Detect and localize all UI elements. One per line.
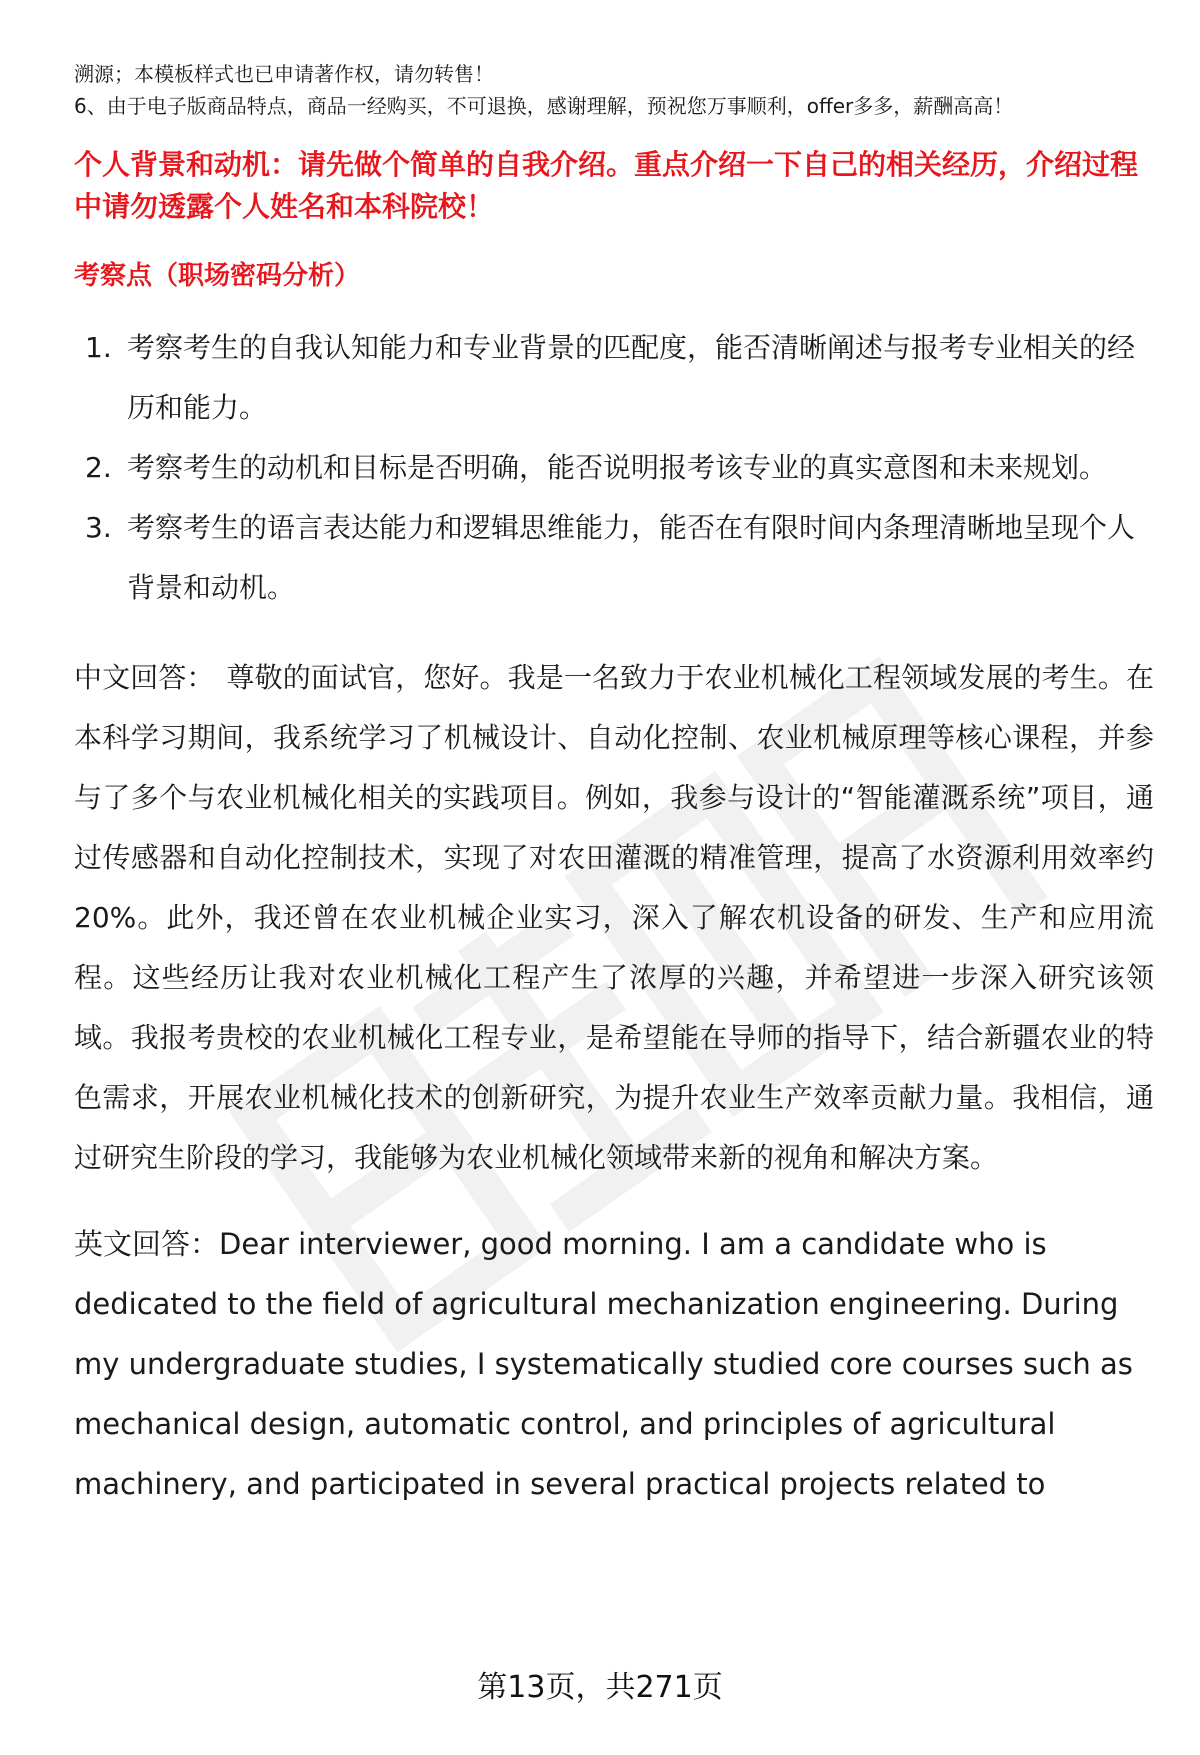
analysis-item-text: 考察考生的动机和目标是否明确，能否说明报考该专业的真实意图和未来规划。 [127,451,1108,484]
english-answer-text: Dear interviewer, good morning. I am a candidate who is dedicated to the field of agricultural mechanization engineering. During my undergraduate studies, I systematically studied core courses such as mechanical design, automatic control, and principles of agricultural machinery, and participated in several practical projects related to [74,1227,1133,1501]
chinese-answer [74,648,1154,1188]
analysis-heading: 考察点（职场密码分析） [74,261,361,291]
analysis-item-text: 考察考生的语言表达能力和逻辑思维能力，能否在有限时间内条理清晰地呈现个人背景和动机。 [127,511,1136,604]
analysis-item [74,498,1150,618]
question-heading: 个人背景和动机：请先做个简单的自我介绍。重点介绍一下自己的相关经历，介绍过程中请勿透露个人姓名和本科院校！ [74,148,1139,223]
page-number: 第13页，共271页 [477,1670,723,1705]
chinese-answer-text: 尊敬的面试官，您好。我是一名致力于农业机械化工程领域发展的考生。在本科学习期间，我系统学习了机械设计、自动化控制、农业机械原理等核心课程，并参与了多个与农业机械化相关的实践项目。例如，我参与设计的“智能灌溉系统”项目，通过传感器和自动化控制技术，实现了对农田灌溉的精准管理，提高了水资源利用效率约20%。此外，我还曾在农业机械企业实习，深入了解农机设备的研发、生产和应用流程。这些经历让我对农业机械化工程产生了浓厚的兴趣，并希望进一步深入研究该领域。我报考贵校的农业机械化工程专业，是希望能在导师的指导下，结合新疆农业的特色需求，开展农业机械化技术的创新研究，为提升农业生产效率贡献力量。我相信，通过研究生阶段的学习，我能够为农业机械化领域带来新的视角和解决方案。 [74,661,1154,1174]
analysis-list [74,318,1154,618]
analysis-item-number: 3. [85,511,112,544]
analysis-item-text: 考察考生的自我认知能力和专业背景的匹配度，能否清晰阐述与报考专业相关的经历和能力。 [127,331,1136,424]
english-answer [74,1214,1154,1514]
analysis-item [74,318,1150,438]
chinese-answer-label: 中文回答： [74,661,215,694]
analysis-item [74,438,1150,498]
analysis-item-number: 1. [85,331,112,364]
note-line-1: 溯源；本模板样式也已申请著作权，请勿转售！ [74,62,494,86]
document-page [74,58,1154,1514]
analysis-item-number: 2. [85,451,112,484]
note-line-2: 6、由于电子版商品特点，商品一经购买，不可退换，感谢理解，预祝您万事顺利，offer多多，薪酬高高！ [74,94,1014,118]
english-answer-label: 英文回答： [74,1227,220,1261]
